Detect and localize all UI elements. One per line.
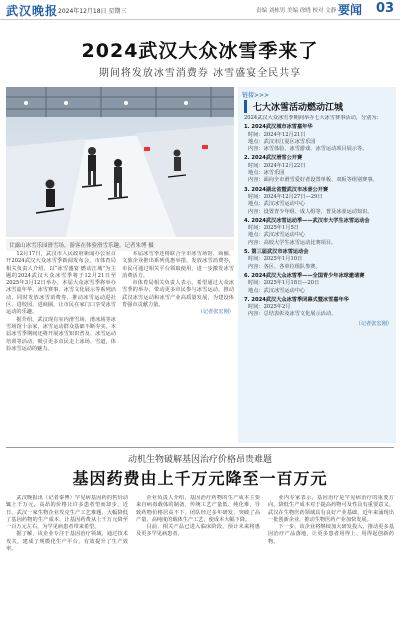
event-detail: 时间：2025年1月18日—20日: [248, 280, 320, 287]
event-detail: 地点：武汉冰雪运动中心: [248, 232, 306, 239]
event-title: 5. 第三届武汉市冰雪运动会: [244, 249, 309, 256]
event-title: 4. 2024武汉冰雪运动季——武汉市大学生冰雪运动会: [244, 217, 370, 224]
masthead: [0, 0, 400, 20]
event-detail: 时间：2024年12月21日: [248, 131, 306, 138]
article-paragraph: 武汉晚报讯（记者秦博）罕见病基因药的售价动辄上千万元，高昂的价格让许多患者望而却步。近日，武汉一家生物企业攻克生产工艺难题，大幅降低了基因药物的生产成本，让基因药费从上千万元降至一百万元左右，为罕见病患者带来希望。: [6, 495, 128, 531]
article-paragraph: 市体育局相关负责人表示，希望通过大众冰雪季的举办，带动更多市民参与冰雪运动，推动武汉冰雪运动和冰雪产业高质量发展，为建设体育强市贡献力量。: [122, 280, 234, 309]
subheadline: 期间将发放冰雪消费券 冰雪盛宴全民共享: [98, 68, 302, 79]
event-detail: 时间：2025年2月: [248, 304, 291, 311]
event-detail: 时间：2025年1月10日: [248, 256, 303, 263]
story2-column-2: [136, 495, 260, 623]
story2-headline: 基因药费由上千万元降至一百万元: [72, 469, 328, 488]
article-byline: （记者张宏刚）: [197, 309, 234, 316]
article-paragraph: 12月17日，武汉市人民政府新闻办公室召开2024武汉大众冰雪季新闻发布会，市体育局相关负责人介绍，以“冰雪盛宴 燃动江城”为主题的2024武汉大众冰雪季将于12月21日至2025年3月12日举办。本届大众冰雪季将举办冰雪嘉年华、冰雪赛事、冰雪文化展示等系列活动，同时发放冰雪消费券，推动冰雪运动进社区、进校园、进商圈，让市民在家门口享受冰雪运动的乐趣。: [6, 251, 116, 316]
article-paragraph: 目前，相关产品已进入临床阶段，预计未来将惠及更多罕见病患者。: [136, 524, 260, 538]
sidebar-kicker: 链接>>>: [242, 92, 270, 99]
main-headline: 2024武汉大众冰雪季来了: [81, 40, 319, 62]
event-detail: 内容：总结表彰及冰雪文化展示活动。: [248, 311, 337, 318]
article-column-2: [122, 251, 234, 443]
event-title: 1. 2024武汉城市冰雪嘉年华: [244, 124, 313, 131]
article-paragraph: 据了解，该企业专注于基因治疗领域，通过技术攻关，建成了规模化生产平台，有效提升了生产效率。: [6, 531, 128, 553]
event-detail: 时间：2024年12月22日: [248, 162, 306, 169]
event-detail: 地点：武汉市江夏区冰雪乐园: [248, 138, 316, 145]
sidebar-byline: （记者张宏刚）: [355, 320, 392, 327]
event-detail: 地点：武汉冰雪运动中心: [248, 287, 306, 294]
section-divider: [6, 447, 394, 448]
event-title: 2. 2024武汉滑雪公开赛: [244, 155, 303, 162]
event-detail: 内容：各区、各单位组队参赛。: [248, 263, 321, 270]
photo-caption: 甘露山冰雪乐园滑雪场，游客在体验滑雪乐趣。记者朱博 摄: [6, 239, 234, 251]
event-detail: 地点：武汉冰雪运动中心: [248, 201, 306, 208]
event-detail: 内容：设置青少年组、成人组等，普及冰壶运动知识。: [248, 208, 373, 215]
event-detail: 内容：冰雪体验、冰雪游戏、冰雪运动项目展示等。: [248, 146, 368, 153]
article-paragraph: 企业负责人介绍，基因治疗药物的生产成本主要来自病毒载体的制备，传统工艺产量低、纯化难，导致药物价格居高不下。团队经过多年研发，突破了高产量、高纯度的载体生产工艺，使成本大幅下降。: [136, 495, 260, 523]
event-detail: 地点：冰雪乐园: [248, 170, 285, 177]
story2-kicker: 动机生物破解基因治疗价格昂贵难题: [127, 455, 272, 465]
article-column-1: [6, 251, 116, 443]
story2-column-3: [268, 495, 394, 623]
ski-slope-illustration: [6, 87, 234, 237]
article-paragraph: 下一步，该企业将继续加大研发投入，推动更多基因治疗产品落地，让更多患者用得上、用得起创新药物。: [268, 524, 394, 545]
sidebar-body: [244, 115, 392, 435]
issue-date: 2024年12月18日 星期三: [58, 8, 127, 15]
event-detail: 时间：2025年1月5日: [248, 225, 299, 232]
story2-column-1: [6, 495, 128, 623]
ski-slope-photo: [6, 87, 234, 237]
newspaper-logo: 武汉晚报: [6, 4, 59, 18]
event-detail: 内容：面向全市滑雪爱好者设置单板、双板等组别赛事。: [248, 177, 378, 184]
event-detail: 时间：2024年12月27日—29日: [248, 193, 323, 200]
article-paragraph: 业内专家表示，基因治疗是罕见病治疗的重要方向，降低生产成本对于提高药物可及性具有重要意义。武汉在生物医药领域具有良好产业基础，近年来涌现出一批创新企业，推动生物医药产业加快发展。: [268, 495, 394, 523]
page-number: 03: [376, 1, 395, 16]
article-paragraph: 本届冰雪季还将联合全市冰雪场馆、商圈、文旅企业推出系列优惠举措，发放冰雪消费券，市民可通过相关平台领取使用，进一步激发冰雪消费活力。: [122, 251, 234, 279]
article-paragraph: 据介绍，武汉现有室内滑雪场、滑冰场等冰雪场馆十余家，冰雪运动群众基础不断夯实。本届冰雪季期间还将开展冰雪知识普及、冰雪运动培训等活动，吸引更多市民走上冰场、雪道，体验冰雪运动的魅力。: [6, 316, 116, 352]
sidebar-title: 七大冰雪活动燃动江城: [244, 100, 394, 113]
editor-credits: 责编 刘栋男 美编 徐晓 校对 文静: [256, 8, 337, 14]
event-title: 3. 2024湖北省暨武汉市冰壶公开赛: [244, 186, 329, 193]
events-sidebar: [238, 87, 396, 443]
section-name: 要闻: [338, 3, 363, 17]
event-title: 6. 2024武汉大众冰雪季——全国青少年冰球邀请赛: [244, 272, 365, 279]
event-detail: 内容：高校大学生冰雪运动比赛项目。: [248, 239, 337, 246]
event-title: 7. 2024武汉大众冰雪季闭幕式暨冰雪嘉年华: [244, 296, 349, 303]
sidebar-intro: 2024武汉大众冰雪季期间举办七大冰雪赛事活动，分别为：: [244, 115, 382, 121]
